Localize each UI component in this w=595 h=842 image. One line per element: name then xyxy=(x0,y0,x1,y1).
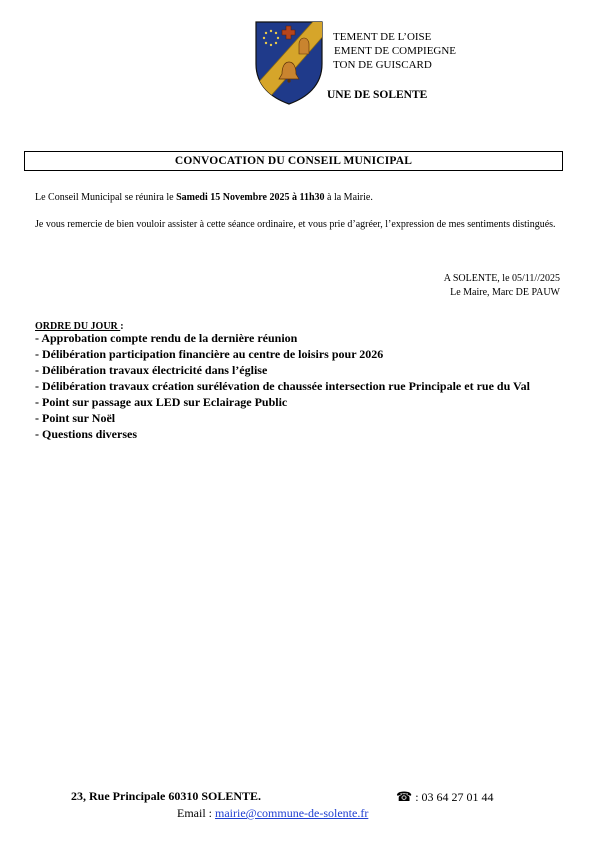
agenda-item: - Approbation compte rendu de la dernière réunion xyxy=(35,331,298,345)
email-link[interactable]: mairie@commune-de-solente.fr xyxy=(215,806,369,820)
announcement-suffix: à la Mairie. xyxy=(324,192,373,203)
phone-number: : 03 64 27 01 44 xyxy=(412,790,494,804)
signature-place-date: A SOLENTE, le 05/11//2025 xyxy=(443,273,560,284)
document-title: CONVOCATION DU CONSEIL MUNICIPAL xyxy=(24,151,563,171)
agenda-heading-colon: : xyxy=(120,321,124,332)
email-label: Email : xyxy=(177,806,215,820)
signature-signer: Le Maire, Marc DE PAUW xyxy=(450,287,560,298)
coat-of-arms-logo xyxy=(252,20,326,106)
agenda-item: - Point sur passage aux LED sur Eclairage Public xyxy=(35,395,288,409)
header-canton: TON DE GUISCARD xyxy=(333,59,432,71)
meeting-announcement xyxy=(35,191,565,204)
footer-address: 23, Rue Principale 60310 SOLENTE. xyxy=(71,789,262,803)
agenda-list xyxy=(35,330,555,442)
agenda-item: - Point sur Noël xyxy=(35,411,116,425)
agenda-item: - Délibération travaux création surélévation de chaussée intersection rue Principale et rue du Val xyxy=(35,379,530,393)
agenda-heading-text: ORDRE DU JOUR xyxy=(35,321,121,332)
meeting-date: Samedi 15 Novembre 2025 à 11h30 xyxy=(176,192,325,203)
header-department: TEMENT DE L’OISE xyxy=(333,31,432,43)
announcement-prefix: Le Conseil Municipal se réunira le xyxy=(35,192,177,203)
agenda-item: - Délibération travaux électricité dans l’église xyxy=(35,363,268,377)
footer-email xyxy=(177,806,368,821)
agenda-item: - Questions diverses xyxy=(35,427,137,441)
footer-phone xyxy=(396,789,494,805)
telephone-icon: ☎ xyxy=(396,789,413,804)
header-arrondissement: EMENT DE COMPIEGNE xyxy=(334,45,457,57)
body-paragraph: Je vous remercie de bien vouloir assister à cette séance ordinaire, et vous prie d’agréer, l’expression de mes sentiments distingués. xyxy=(35,219,556,230)
header-commune: UNE DE SOLENTE xyxy=(327,89,428,101)
agenda-item: - Délibération participation financière au centre de loisirs pour 2026 xyxy=(35,347,384,361)
